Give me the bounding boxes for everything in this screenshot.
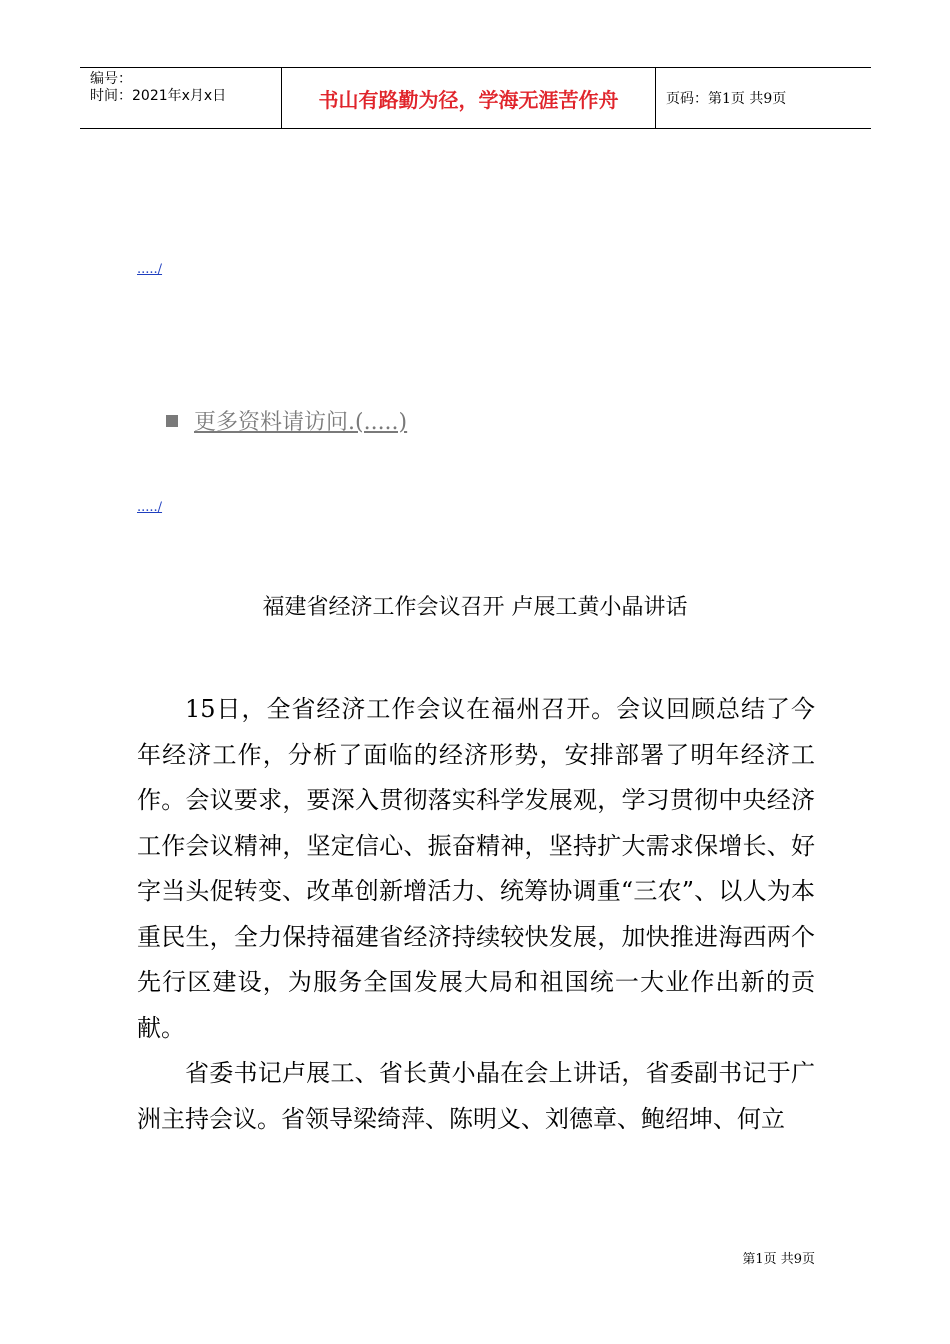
top-link[interactable]: ...../ xyxy=(137,262,163,277)
more-info-link[interactable]: 更多资料请访问.(.....) xyxy=(194,410,408,435)
paragraph: 省委书记卢展工、省长黄小晶在会上讲话，省委副书记于广洲主持会议。省领导梁绮萍、陈明义、刘德章、鲍绍坤、何立 xyxy=(137,1059,815,1133)
article-title: 福建省经济工作会议召开 卢展工黄小晶讲话 xyxy=(262,595,688,620)
paragraph: 15日，全省经济工作会议在福州召开。会议回顾总结了今年经济工作，分析了面临的经济形势，安排部署了明年经济工作。会议要求，要深入贯彻落实科学发展观，学习贯彻中央经济工作会议精神，坚定信心、振奋精神，坚持扩大需求保增长、好字当头促转变、改革创新增活力、统筹协调重“三农”、以人为本重民生，全力保持福建省经济持续较快发展，加快推进海西两个先行区建设，为服务全国发展大局和祖国统一大业作出新的贡献。 xyxy=(137,695,815,1042)
header-meta xyxy=(80,68,282,128)
second-link[interactable]: ...../ xyxy=(137,500,163,515)
footer-page-info: 第1页 共9页 xyxy=(742,1252,815,1267)
more-info-line[interactable] xyxy=(166,405,407,436)
header-page-info: 页码：第1页 共9页 xyxy=(666,91,787,107)
header-motto: 书山有路勤为径，学海无涯苦作舟 xyxy=(282,68,656,128)
number-label: 编号： xyxy=(90,71,132,87)
square-bullet-icon xyxy=(166,415,178,427)
document-header xyxy=(80,67,871,129)
time-label: 时间：2021年x月x日 xyxy=(90,88,227,104)
article-body xyxy=(137,687,815,1142)
